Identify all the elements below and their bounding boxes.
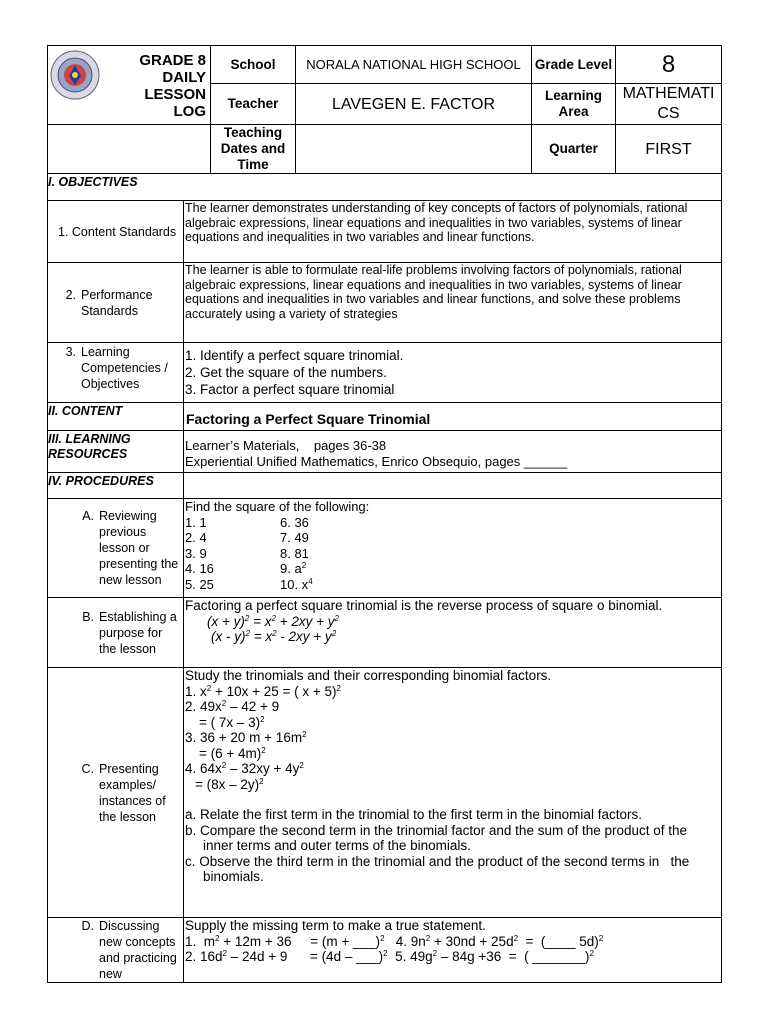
square-item: 8. 81 bbox=[280, 545, 309, 561]
exercise-row-1: 1. $m^2 + 12m + 36$ = (m + ___)$^2$ 4. $9n^2 + 30nd + 25d^2$ = (____ 5d)$^2$ bbox=[185, 933, 604, 949]
example-2: 2. $49x^2 - 42 + 9$ bbox=[185, 699, 280, 714]
objectives-heading: I. OBJECTIVES bbox=[48, 174, 722, 201]
exercise-row-2: 2. $16d^2 - 24d + 9$ = (4d – ___)$^2$ 5. $49g^2 - 84g +36$ = ( _______)$^2$ bbox=[185, 949, 594, 964]
example-4-answer: = (8x – 2y)$^2$ bbox=[195, 776, 264, 792]
deped-seal-icon bbox=[50, 50, 100, 100]
example-2-answer: = ( 7x – 3)$^2$ bbox=[199, 714, 265, 730]
square-item: 9. $a^2$ bbox=[280, 561, 307, 576]
learning-area-value: MATHEMATICS bbox=[616, 84, 722, 125]
square-item: 6. 36 bbox=[280, 514, 309, 530]
grade-level-value: 8 bbox=[616, 46, 722, 84]
note-b: b. Compare the second term in the trinomial factor and the sum of the product of the inner terms and outer terms of the binomials. bbox=[185, 822, 688, 853]
resources-text: Learner’s Materials, pages 36-38 Experiential Unified Mathematics, Enrico Obsequio, pages ______ bbox=[184, 431, 722, 473]
square-item: 4. 16 bbox=[185, 561, 214, 576]
content-standards-text: The learner demonstrates understanding of key concepts of factors of polynomials, rational algebraic expressions, linear equations and inequalities in two variables, systems of linear equations and inequalities in two variables and linear functions. bbox=[184, 201, 722, 263]
square-item: 2. 4 bbox=[185, 530, 207, 545]
square-item: 5. 25 bbox=[185, 576, 214, 592]
square-item: 10. $x^4$ bbox=[280, 576, 313, 592]
teacher-label: Teacher bbox=[211, 84, 296, 125]
procedure-c-content: Study the trinomials and their corresponding binomial factors. 1. $x^2 + 10x + 25$ = ( x + 5)$^2$ 2. $49x^2 - 42 + 9$ = ( 7x – 3)$^2$ 3. 36 + 20 $m + 16m^2$ = $(6 + 4m)^2$ 4. $64x^2 - 32xy + 4y^2$ = (8x – 2y)$^2$ a. Relate the first term in the trinomial to the first term in the binomial factors. b. Compare the second term in the trinomial factor and the sum of the product of the inner terms and outer terms of the binomials. c. Observe the third term in the trinomial and the product of the second terms in the binomials. bbox=[184, 668, 722, 918]
performance-standards-text: The learner is able to formulate real-life problems involving factors of polynomials, rational algebraic expressions, linear equations and inequalities in two variables, systems of linear equations and inequalities in two variables and linear functions, and solve these problems accurately using a variety of strategies bbox=[184, 263, 722, 343]
procedure-a-content: Find the square of the following: 1. 1 2. 4 3. 9 4. 16 5. 25 6. 36 7. 49 8. 81 9. $a^2$ 10. $x^4$ bbox=[184, 499, 722, 598]
performance-standards-label: 2. Performance Standards bbox=[48, 263, 184, 343]
competency-item: 2. Get the square of the numbers. bbox=[185, 365, 387, 380]
grade-level-label: Grade Level bbox=[532, 46, 616, 84]
lesson-log-page bbox=[47, 45, 721, 983]
square-item: 3. 9 bbox=[185, 545, 207, 561]
learning-area-label: Learning Area bbox=[532, 84, 616, 125]
example-3-answer: = $(6 + 4m)^2$ bbox=[199, 745, 266, 761]
procedure-a-label: A. Reviewing previous lesson or presenting the new lesson bbox=[48, 499, 184, 598]
competencies-list bbox=[184, 343, 722, 403]
resources-heading: III. LEARNING RESOURCES bbox=[48, 431, 184, 473]
school-label: School bbox=[211, 46, 296, 84]
procedure-d-content: Supply the missing term to make a true statement. 1. $m^2 + 12m + 36$ = (m + ___)$^2$ 4. $9n^2 + 30nd + 25d^2$ = (____ 5d)$^2$ 2. $16d^2 - 24d + 9$ = (4d – ___)$^2$ 5. $49g^2 - 84g +36$ = ( _______)$^2$ bbox=[184, 918, 722, 983]
square-item: 1. 1 bbox=[185, 514, 207, 530]
content-standards-label: 1. Content Standards bbox=[48, 201, 184, 263]
procedure-b-content: Factoring a perfect square trinomial is the reverse process of square o binomial. $(x + y)^2 = x^2 + 2xy + y^2$ $(x - y)^2 = x^2 - 2xy + y^2$ bbox=[184, 598, 722, 668]
procedure-b-label: B. Establishing a purpose for the lesson bbox=[48, 598, 184, 668]
competency-item: 3. Factor a perfect square trinomial bbox=[185, 382, 395, 397]
example-4: 4. $64x^2 - 32xy + 4y^2$ bbox=[185, 761, 304, 776]
lesson-log-table bbox=[47, 45, 722, 983]
teaching-dates-value bbox=[296, 125, 532, 174]
title-spacer bbox=[48, 125, 211, 174]
competencies-label: 3. Learning Competencies / Objectives bbox=[48, 343, 184, 403]
content-heading: II. CONTENT bbox=[48, 403, 184, 431]
formula-sum-square: $(x + y)^2 = x^2 + 2xy + y^2$ bbox=[207, 613, 339, 629]
quarter-value: FIRST bbox=[616, 125, 722, 174]
quarter-label: Quarter bbox=[532, 125, 616, 174]
teacher-value: LAVEGEN E. FACTOR bbox=[296, 84, 532, 125]
school-value: NORALA NATIONAL HIGH SCHOOL bbox=[296, 46, 532, 84]
example-1: 1. $x^2 + 10x + 25$ = ( x + 5)$^2$ bbox=[185, 683, 341, 699]
procedures-heading: IV. PROCEDURES bbox=[48, 473, 184, 499]
procedure-d-label: D. Discussing new concepts and practicing new bbox=[48, 918, 184, 983]
log-title: GRADE 8 DAILY LESSON LOG bbox=[139, 52, 206, 120]
competency-item: 1. Identify a perfect square trinomial. bbox=[185, 348, 404, 363]
square-item: 7. 49 bbox=[280, 530, 309, 545]
note-a: a. Relate the first term in the trinomial to the first term in the binomial factors. bbox=[185, 807, 642, 822]
procedures-heading-blank bbox=[184, 473, 722, 499]
formula-difference-square: $(x - y)^2 = x^2 - 2xy + y^2$ bbox=[211, 629, 337, 644]
teaching-dates-label: Teaching Dates and Time bbox=[211, 125, 296, 174]
content-topic: Factoring a Perfect Square Trinomial bbox=[184, 403, 722, 431]
log-title-cell bbox=[48, 46, 211, 125]
note-c: c. Observe the third term in the trinomial and the product of the second terms in the binomials. bbox=[185, 853, 694, 884]
procedure-c-label: C. Presenting examples/ instances of the lesson bbox=[48, 668, 184, 918]
example-3: 3. 36 + 20 $m + 16m^2$ bbox=[185, 730, 307, 745]
